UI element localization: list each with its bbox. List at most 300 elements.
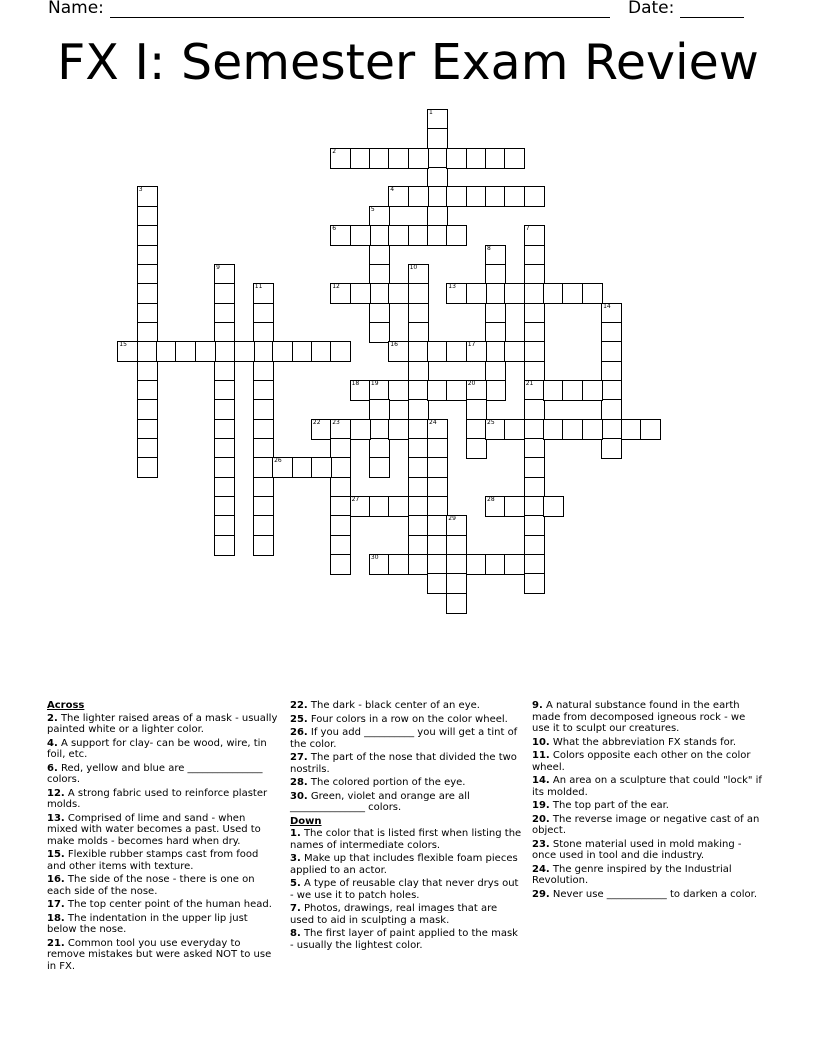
clue-text: A support for clay- can be wood, wire, tin foil, etc. [47, 737, 267, 760]
grid-cell[interactable] [137, 380, 158, 401]
grid-cell[interactable] [311, 457, 332, 478]
clue-number: 11. [532, 750, 550, 761]
clue-heading: Down [290, 815, 322, 827]
grid-cell[interactable] [292, 341, 313, 362]
cell-number: 21 [525, 379, 534, 387]
grid-cell[interactable] [446, 573, 467, 594]
clue-item [47, 813, 279, 848]
grid-cell[interactable] [388, 186, 409, 207]
cell-number: 1 [429, 109, 433, 116]
grid-cell[interactable] [524, 303, 545, 324]
grid-cell[interactable] [427, 109, 448, 130]
grid-cell[interactable] [137, 206, 158, 227]
grid-cell[interactable] [485, 283, 506, 304]
grid-cell[interactable] [137, 322, 158, 343]
grid-cell[interactable] [427, 225, 448, 246]
grid-cell[interactable] [156, 341, 177, 362]
clue-text: The lighter raised areas of a mask - usually painted white or a lighter color. [47, 712, 278, 735]
clue-number: 16. [47, 874, 65, 885]
grid-cell[interactable] [601, 438, 622, 459]
clue-number: 21. [47, 937, 65, 949]
grid-cell[interactable] [214, 341, 235, 362]
clue-text: Never use ____________ to darken a color. [549, 888, 758, 900]
grid-cell[interactable] [214, 535, 235, 556]
grid-cell[interactable] [504, 148, 525, 169]
grid-cell[interactable] [408, 322, 429, 343]
grid-cell[interactable] [446, 380, 467, 401]
clue-item [532, 889, 764, 901]
grid-cell[interactable] [388, 148, 409, 169]
grid-cell[interactable] [524, 438, 545, 459]
grid-cell[interactable] [466, 380, 487, 401]
clue-number: 26. [290, 727, 308, 738]
grid-cell[interactable] [137, 186, 158, 207]
grid-cell[interactable] [408, 535, 429, 556]
grid-cell[interactable] [330, 438, 351, 459]
grid-cell[interactable] [253, 341, 274, 362]
grid-cell[interactable] [446, 515, 467, 536]
page-title: FX I: Semester Exam Review [57, 34, 759, 91]
grid-cell[interactable] [446, 593, 467, 614]
grid-cell[interactable] [504, 419, 525, 440]
grid-cell[interactable] [175, 341, 196, 362]
cell-number: 8 [487, 244, 491, 252]
clue-number: 19. [532, 800, 550, 811]
grid-cell[interactable] [524, 264, 545, 285]
grid-cell[interactable] [427, 554, 448, 575]
grid-cell[interactable] [137, 264, 158, 285]
clue-text: What the abbreviation FX stands for. [549, 736, 737, 748]
grid-cell[interactable] [504, 283, 525, 304]
grid-cell[interactable] [214, 283, 235, 304]
grid-cell[interactable] [408, 477, 429, 498]
grid-cell[interactable] [446, 225, 467, 246]
grid-cell[interactable] [466, 283, 487, 304]
grid-cell[interactable] [388, 380, 409, 401]
grid-cell[interactable] [446, 535, 467, 556]
grid-cell[interactable] [253, 535, 274, 556]
grid-cell[interactable] [446, 283, 467, 304]
grid-cell[interactable] [485, 419, 506, 440]
grid-cell[interactable] [214, 515, 235, 536]
cell-number: 16 [390, 341, 398, 349]
grid-cell[interactable] [562, 419, 583, 440]
grid-cell[interactable] [253, 438, 274, 459]
clue-item [290, 777, 522, 789]
grid-cell[interactable] [311, 341, 332, 362]
grid-cell[interactable] [543, 496, 564, 517]
grid-cell[interactable] [253, 457, 274, 478]
grid-cell[interactable] [369, 496, 390, 517]
clue-text: Common tool you use everyday to remove mistakes but were asked NOT to use in FX. [47, 937, 272, 972]
date-label: Date: [628, 0, 675, 18]
grid-cell[interactable] [466, 341, 487, 362]
grid-cell[interactable] [446, 554, 467, 575]
clue-number: 18. [47, 912, 65, 924]
grid-cell[interactable] [524, 496, 545, 517]
grid-cell[interactable] [369, 457, 390, 478]
clue-text: Red, yellow and blue are _______________ colors. [47, 762, 263, 785]
grid-cell[interactable] [408, 283, 429, 304]
grid-cell[interactable] [311, 419, 332, 440]
grid-cell[interactable] [466, 554, 487, 575]
grid-cell[interactable] [330, 477, 351, 498]
grid-cell[interactable] [427, 341, 448, 362]
clue-number: 23. [532, 838, 550, 850]
grid-cell[interactable] [137, 303, 158, 324]
grid-cell[interactable] [137, 225, 158, 246]
clue-text: Four colors in a row on the color wheel. [307, 713, 508, 725]
grid-cell[interactable] [466, 438, 487, 459]
grid-cell[interactable] [388, 554, 409, 575]
grid-cell[interactable] [427, 477, 448, 498]
grid-cell[interactable] [137, 457, 158, 478]
grid-cell[interactable] [504, 186, 525, 207]
clues-column-3 [532, 700, 764, 902]
grid-cell[interactable] [253, 303, 274, 324]
grid-cell[interactable] [485, 322, 506, 343]
grid-cell[interactable] [601, 361, 622, 382]
grid-cell[interactable] [369, 225, 390, 246]
grid-cell[interactable] [117, 341, 138, 362]
grid-cell[interactable] [369, 245, 390, 266]
grid-cell[interactable] [582, 283, 603, 304]
clue-number: 14. [532, 775, 550, 786]
clue-text: A natural substance found in the earth made from decomposed igneous rock - we use it to sculpt our creatures. [532, 700, 746, 734]
clue-text: A strong fabric used to reinforce plaster molds. [47, 787, 268, 810]
clue-number: 8. [290, 928, 301, 939]
grid-cell[interactable] [137, 283, 158, 304]
grid-cell[interactable] [350, 283, 371, 304]
grid-cell[interactable] [408, 554, 429, 575]
grid-cell[interactable] [137, 361, 158, 382]
grid-cell[interactable] [524, 283, 545, 304]
grid-cell[interactable] [524, 515, 545, 536]
grid-cell[interactable] [524, 573, 545, 594]
grid-cell[interactable] [524, 457, 545, 478]
grid-cell[interactable] [562, 380, 583, 401]
grid-cell[interactable] [427, 186, 448, 207]
clue-text: The top center point of the human head. [64, 899, 272, 910]
grid-cell[interactable] [427, 148, 448, 169]
grid-cell[interactable] [524, 341, 545, 362]
grid-cell[interactable] [330, 496, 351, 517]
grid-cell[interactable] [485, 380, 506, 401]
cell-number: 25 [487, 418, 495, 426]
clue-item [532, 737, 764, 749]
cell-number: 5 [370, 205, 375, 213]
grid-cell[interactable] [330, 419, 351, 440]
grid-cell[interactable] [388, 225, 409, 246]
grid-cell[interactable] [582, 380, 603, 401]
grid-cell[interactable] [195, 341, 216, 362]
grid-cell[interactable] [330, 457, 351, 478]
grid-cell[interactable] [504, 496, 525, 517]
grid-cell[interactable] [485, 245, 506, 266]
grid-cell[interactable] [253, 322, 274, 343]
clue-item [47, 763, 279, 786]
grid-cell[interactable] [601, 322, 622, 343]
grid-cell[interactable] [524, 535, 545, 556]
grid-cell[interactable] [466, 148, 487, 169]
grid-cell[interactable] [330, 341, 351, 362]
grid-cell[interactable] [369, 380, 390, 401]
clue-number: 3. [290, 853, 301, 864]
grid-cell[interactable] [543, 419, 564, 440]
clue-item [290, 791, 522, 814]
grid-cell[interactable] [388, 283, 409, 304]
grid-cell[interactable] [253, 283, 274, 304]
grid-cell[interactable] [485, 341, 506, 362]
clue-text: The colored portion of the eye. [307, 777, 466, 788]
grid-cell[interactable] [253, 496, 274, 517]
clue-number: 22. [290, 700, 308, 711]
grid-cell[interactable] [214, 438, 235, 459]
grid-cell[interactable] [427, 573, 448, 594]
grid-cell[interactable] [369, 283, 390, 304]
grid-cell[interactable] [543, 380, 564, 401]
grid-cell[interactable] [253, 515, 274, 536]
cell-number: 19 [370, 379, 379, 387]
grid-cell[interactable] [369, 399, 390, 420]
date-field [628, 0, 744, 18]
grid-cell[interactable] [408, 225, 429, 246]
grid-cell[interactable] [524, 245, 545, 266]
grid-cell[interactable] [524, 322, 545, 343]
name-blank[interactable] [110, 1, 610, 18]
grid-cell[interactable] [408, 399, 429, 420]
grid-cell[interactable] [388, 419, 409, 440]
grid-cell[interactable] [446, 341, 467, 362]
clue-text: The part of the nose that divided the two nostrils. [290, 752, 517, 775]
grid-cell[interactable] [137, 419, 158, 440]
cell-number: 6 [332, 225, 337, 233]
grid-cell[interactable] [524, 225, 545, 246]
cell-number: 11 [254, 283, 263, 291]
grid-cell[interactable] [427, 438, 448, 459]
grid-cell[interactable] [562, 283, 583, 304]
grid-cell[interactable] [427, 515, 448, 536]
grid-cell[interactable] [214, 303, 235, 324]
grid-cell[interactable] [408, 361, 429, 382]
clue-text: The side of the nose - there is one on each side of the nose. [47, 874, 255, 897]
grid-cell[interactable] [601, 303, 622, 324]
grid-cell[interactable] [137, 245, 158, 266]
grid-cell[interactable] [350, 419, 371, 440]
clue-number: 17. [47, 899, 65, 910]
grid-cell[interactable] [485, 496, 506, 517]
grid-cell[interactable] [427, 167, 448, 188]
grid-cell[interactable] [543, 283, 564, 304]
grid-cell[interactable] [427, 419, 448, 440]
clue-text: Make up that includes flexible foam pieces applied to an actor. [290, 853, 518, 876]
clue-number: 9. [532, 700, 543, 711]
clues-column-2 [290, 700, 522, 953]
grid-cell[interactable] [330, 225, 351, 246]
grid-cell[interactable] [369, 303, 390, 324]
grid-cell[interactable] [408, 496, 429, 517]
grid-cell[interactable] [427, 496, 448, 517]
grid-cell[interactable] [408, 515, 429, 536]
grid-cell[interactable] [350, 148, 371, 169]
cell-number: 20 [467, 379, 476, 387]
grid-cell[interactable] [408, 186, 429, 207]
clue-item [47, 788, 279, 811]
clue-item [532, 775, 764, 798]
grid-cell[interactable] [330, 148, 351, 169]
grid-cell[interactable] [524, 380, 545, 401]
grid-cell[interactable] [408, 303, 429, 324]
grid-cell[interactable] [427, 535, 448, 556]
grid-cell[interactable] [427, 380, 448, 401]
grid-cell[interactable] [330, 554, 351, 575]
clue-item [47, 874, 279, 897]
grid-cell[interactable] [292, 457, 313, 478]
clue-number: 24. [532, 863, 550, 875]
grid-cell[interactable] [485, 361, 506, 382]
grid-cell[interactable] [369, 554, 390, 575]
grid-cell[interactable] [350, 225, 371, 246]
grid-cell[interactable] [408, 438, 429, 459]
grid-cell[interactable] [524, 554, 545, 575]
clue-item [290, 878, 522, 901]
clue-item [47, 849, 279, 872]
grid-cell[interactable] [524, 186, 545, 207]
grid-cell[interactable] [524, 399, 545, 420]
grid-cell[interactable] [582, 419, 603, 440]
grid-cell[interactable] [485, 148, 506, 169]
grid-cell[interactable] [388, 496, 409, 517]
grid-cell[interactable] [214, 264, 235, 285]
grid-cell[interactable] [350, 496, 371, 517]
grid-cell[interactable] [214, 380, 235, 401]
clue-number: 10. [532, 736, 550, 748]
grid-cell[interactable] [253, 399, 274, 420]
grid-cell[interactable] [408, 419, 429, 440]
grid-cell[interactable] [504, 341, 525, 362]
grid-cell[interactable] [214, 419, 235, 440]
grid-cell[interactable] [330, 515, 351, 536]
grid-cell[interactable] [253, 361, 274, 382]
grid-cell[interactable] [137, 438, 158, 459]
grid-cell[interactable] [408, 380, 429, 401]
clue-text: Colors opposite each other on the color wheel. [532, 750, 751, 773]
clue-item [290, 903, 522, 926]
grid-cell[interactable] [369, 322, 390, 343]
grid-cell[interactable] [330, 283, 351, 304]
cell-number: 18 [351, 379, 360, 387]
clue-text: The first layer of paint applied to the mask - usually the lightest color. [290, 928, 518, 951]
clue-item [47, 938, 279, 973]
grid-cell[interactable] [485, 554, 506, 575]
date-blank[interactable] [680, 1, 744, 18]
grid-cell[interactable] [621, 419, 642, 440]
grid-cell[interactable] [234, 341, 255, 362]
grid-cell[interactable] [214, 361, 235, 382]
clue-text: An area on a sculpture that could "lock" if its molded. [532, 775, 762, 798]
clue-text: Green, violet and orange are all _______________ colors. [290, 790, 470, 813]
clues-column-1 [47, 700, 279, 974]
grid-cell[interactable] [408, 341, 429, 362]
clue-number: 25. [290, 713, 308, 725]
grid-cell[interactable] [214, 496, 235, 517]
clue-number: 7. [290, 903, 301, 914]
grid-cell[interactable] [369, 438, 390, 459]
grid-cell[interactable] [485, 186, 506, 207]
grid-cell[interactable] [137, 341, 158, 362]
grid-cell[interactable] [466, 186, 487, 207]
cell-number: 2 [332, 147, 337, 155]
grid-cell[interactable] [388, 341, 409, 362]
grid-cell[interactable] [350, 380, 371, 401]
grid-cell[interactable] [272, 457, 293, 478]
grid-cell[interactable] [427, 206, 448, 227]
grid-cell[interactable] [601, 380, 622, 401]
grid-cell[interactable] [253, 380, 274, 401]
clue-number: 15. [47, 849, 65, 860]
clue-item [47, 913, 279, 936]
name-label: Name: [48, 0, 104, 18]
clue-text: Photos, drawings, real images that are used to aid in sculpting a mask. [290, 903, 498, 926]
grid-cell[interactable] [369, 264, 390, 285]
clue-heading: Across [47, 700, 85, 711]
clue-number: 6. [47, 762, 58, 774]
clue-number: 13. [47, 812, 65, 824]
grid-cell[interactable] [214, 457, 235, 478]
grid-cell[interactable] [524, 419, 545, 440]
grid-cell[interactable] [427, 457, 448, 478]
grid-cell[interactable] [524, 361, 545, 382]
grid-cell[interactable] [253, 419, 274, 440]
grid-cell[interactable] [466, 419, 487, 440]
clue-text: The dark - black center of an eye. [307, 700, 480, 711]
cell-number: 4 [390, 186, 395, 194]
grid-cell[interactable] [466, 399, 487, 420]
grid-cell[interactable] [504, 554, 525, 575]
grid-cell[interactable] [601, 399, 622, 420]
grid-cell[interactable] [601, 419, 622, 440]
grid-cell[interactable] [330, 535, 351, 556]
grid-cell[interactable] [214, 322, 235, 343]
grid-cell[interactable] [446, 186, 467, 207]
grid-cell[interactable] [369, 148, 390, 169]
grid-cell[interactable] [524, 477, 545, 498]
grid-cell[interactable] [446, 148, 467, 169]
grid-cell[interactable] [369, 206, 390, 227]
grid-cell[interactable] [427, 128, 448, 149]
grid-cell[interactable] [214, 399, 235, 420]
grid-cell[interactable] [408, 148, 429, 169]
grid-cell[interactable] [408, 457, 429, 478]
clue-item [290, 752, 522, 775]
clue-text: The top part of the ear. [549, 800, 669, 811]
clue-number: 1. [290, 828, 301, 839]
grid-cell[interactable] [369, 419, 390, 440]
grid-cell[interactable] [272, 341, 293, 362]
grid-cell[interactable] [408, 264, 429, 285]
clue-text: A type of reusable clay that never drys out - we use it to patch holes. [290, 878, 519, 901]
grid-cell[interactable] [485, 264, 506, 285]
grid-cell[interactable] [640, 419, 661, 440]
cell-number: 14 [603, 302, 611, 310]
grid-cell[interactable] [137, 399, 158, 420]
cell-number: 29 [448, 515, 456, 523]
grid-cell[interactable] [214, 477, 235, 498]
clue-number: 20. [532, 813, 550, 825]
grid-cell[interactable] [253, 477, 274, 498]
grid-cell[interactable] [601, 341, 622, 362]
grid-cell[interactable] [485, 303, 506, 324]
